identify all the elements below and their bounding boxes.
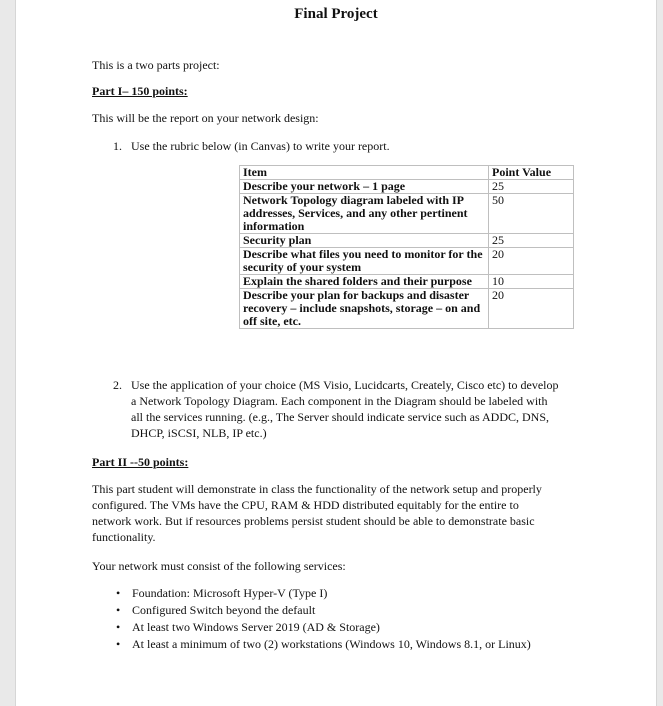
service-text: At least a minimum of two (2) workstations (Windows 10, Windows 8.1, or Linux) <box>132 637 531 651</box>
service-text: At least two Windows Server 2019 (AD & Storage) <box>132 620 380 634</box>
item2-text <box>131 377 559 441</box>
part2-paragraph <box>92 481 542 545</box>
list-item <box>116 619 531 636</box>
rubric-row <box>240 180 574 194</box>
document-page <box>15 0 657 706</box>
rubric-points: 20 <box>489 248 574 275</box>
part2-heading: Part II --50 points: <box>92 455 189 469</box>
service-text: Configured Switch beyond the default <box>132 603 316 617</box>
rubric-row <box>240 275 574 289</box>
rubric-table <box>239 165 574 329</box>
list-item <box>116 602 531 619</box>
bullet-icon: • <box>116 620 121 634</box>
rubric-item: Network Topology diagram labeled with IP addresses, Services, and any other pertinent information <box>240 194 489 234</box>
list-item <box>116 585 531 602</box>
services-list <box>116 585 531 653</box>
rubric-header-row <box>240 166 574 180</box>
part2-line: functionality. <box>92 530 156 544</box>
rubric-points: 25 <box>489 234 574 248</box>
intro-text: This is a two parts project: <box>92 58 220 72</box>
rubric-header-points: Point Value <box>489 166 574 180</box>
services-lead: Your network must consist of the following services: <box>92 559 346 573</box>
rubric-item: Describe what files you need to monitor for the security of your system <box>240 248 489 275</box>
list-item <box>116 636 531 653</box>
rubric-item: Security plan <box>240 234 489 248</box>
service-text: Foundation: Microsoft Hyper-V (Type I) <box>132 586 328 600</box>
rubric-points: 50 <box>489 194 574 234</box>
item2-line: a Network Topology Diagram. Each component in the Diagram should be labeled with <box>131 394 548 408</box>
item2-line: all the services running. (e.g., The Server should indicate service such as ADDC, DNS, <box>131 410 550 424</box>
rubric-points: 25 <box>489 180 574 194</box>
item2-number: 2. <box>113 378 122 392</box>
bullet-icon: • <box>116 586 121 600</box>
rubric-item: Describe your plan for backups and disaster recovery – include snapshots, storage – on and off site, etc. <box>240 289 489 329</box>
rubric-item: Explain the shared folders and their purpose <box>240 275 489 289</box>
part2-line: configured. The VMs have the CPU, RAM & HDD distributed equitably for the entire to <box>92 498 519 512</box>
page-title: Final Project <box>294 6 378 22</box>
rubric-item: Describe your network – 1 page <box>240 180 489 194</box>
rubric-row <box>240 234 574 248</box>
bullet-icon: • <box>116 603 121 617</box>
rubric-points: 10 <box>489 275 574 289</box>
rubric-row <box>240 289 574 329</box>
item1-number: 1. <box>113 139 122 153</box>
item1-text: Use the rubric below (in Canvas) to write your report. <box>131 139 390 153</box>
rubric-points: 20 <box>489 289 574 329</box>
rubric-row <box>240 194 574 234</box>
part1-lead: This will be the report on your network design: <box>92 111 319 125</box>
part1-heading: Part I– 150 points: <box>92 84 188 98</box>
item2-line: DHCP, iSCSI, NLB, IP etc.) <box>131 426 267 440</box>
rubric-row <box>240 248 574 275</box>
item2-line: Use the application of your choice (MS Visio, Lucidcarts, Creately, Cisco etc) to develop <box>131 378 559 392</box>
rubric-header-item: Item <box>240 166 489 180</box>
bullet-icon: • <box>116 637 121 651</box>
part2-line: This part student will demonstrate in class the functionality of the network setup and properly <box>92 482 542 496</box>
part2-line: network work. But if resources problems persist student should be able to demonstrate basic <box>92 514 535 528</box>
